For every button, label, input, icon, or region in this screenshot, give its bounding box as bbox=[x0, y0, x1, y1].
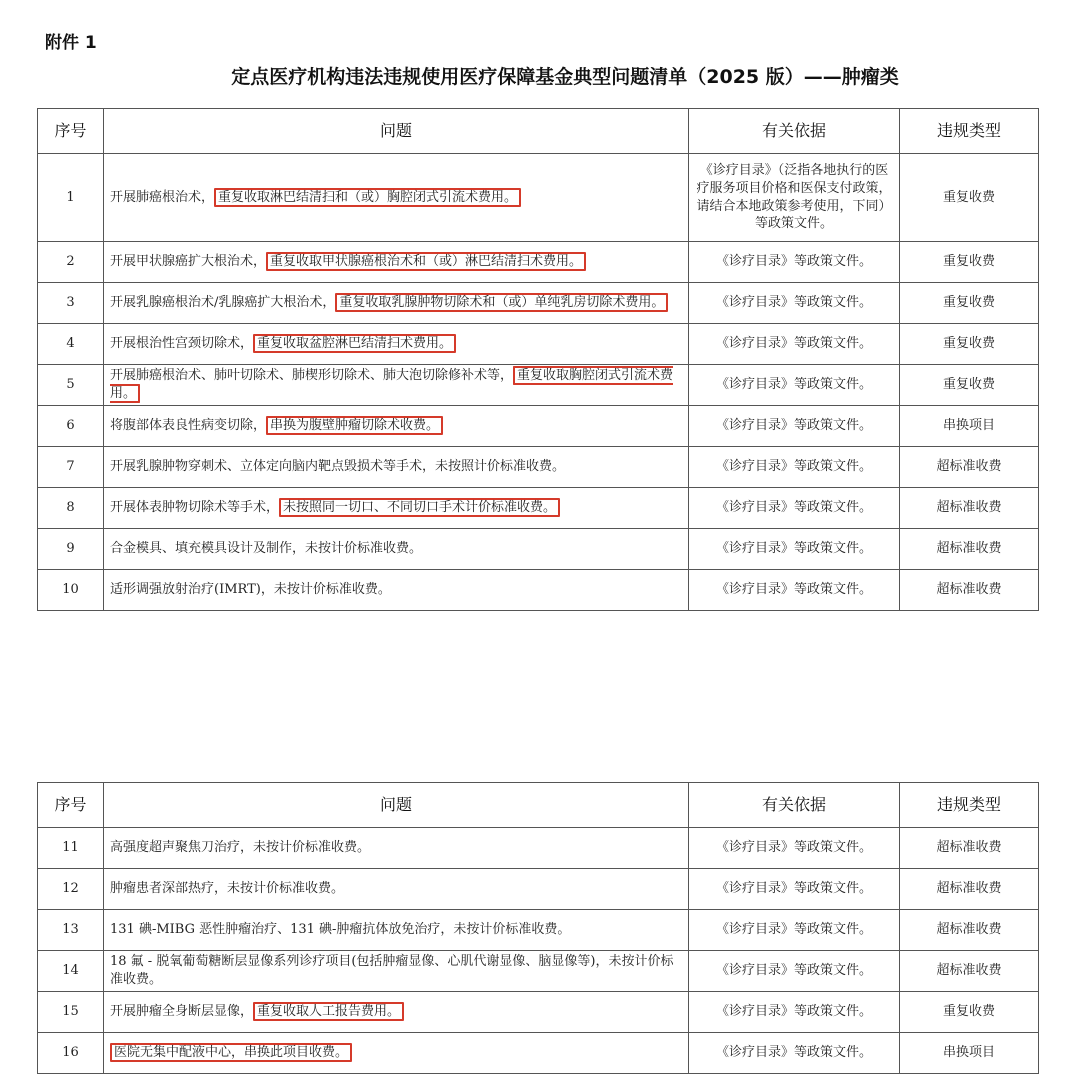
issue-cell bbox=[104, 951, 689, 992]
basis-cell: 《诊疗目录》等政策文件。 bbox=[689, 283, 900, 324]
violation-type-cell: 超标准收费 bbox=[900, 828, 1039, 869]
violation-type-cell: 超标准收费 bbox=[900, 951, 1039, 992]
basis-cell: 《诊疗目录》等政策文件。 bbox=[689, 365, 900, 406]
row-number: 16 bbox=[38, 1033, 104, 1074]
issue-text: 开展根治性宫颈切除术， bbox=[110, 336, 254, 352]
issue-cell bbox=[104, 910, 689, 951]
row-number: 11 bbox=[38, 828, 104, 869]
issue-cell bbox=[104, 992, 689, 1033]
row-number: 1 bbox=[38, 154, 104, 242]
attachment-label: 附件 1 bbox=[45, 33, 97, 53]
issue-cell bbox=[104, 570, 689, 611]
table-row bbox=[38, 406, 1039, 447]
table-header-row bbox=[38, 783, 1039, 828]
issue-cell bbox=[104, 242, 689, 283]
basis-cell: 《诊疗目录》等政策文件。 bbox=[689, 406, 900, 447]
violation-type-cell: 串换项目 bbox=[900, 406, 1039, 447]
row-number: 2 bbox=[38, 242, 104, 283]
issue-text: 合金模具、填充模具设计及制作，未按计价标准收费。 bbox=[110, 541, 423, 557]
basis-cell: 《诊疗目录》等政策文件。 bbox=[689, 529, 900, 570]
issue-text: 开展甲状腺癌扩大根治术， bbox=[110, 254, 267, 270]
header-basis: 有关依据 bbox=[689, 109, 900, 154]
issue-text: 开展肿瘤全身断层显像， bbox=[110, 1004, 254, 1020]
highlighted-issue-text: 重复收取甲状腺癌根治术和（或）淋巴结清扫术费用。 bbox=[266, 252, 586, 271]
table-body-2 bbox=[38, 828, 1039, 1074]
violation-type-cell: 超标准收费 bbox=[900, 529, 1039, 570]
issue-text: 肿瘤患者深部热疗，未按计价标准收费。 bbox=[110, 881, 345, 897]
row-number: 10 bbox=[38, 570, 104, 611]
header-no: 序号 bbox=[38, 109, 104, 154]
header-no: 序号 bbox=[38, 783, 104, 828]
violation-type-cell: 重复收费 bbox=[900, 365, 1039, 406]
row-number: 5 bbox=[38, 365, 104, 406]
issue-table-2 bbox=[37, 782, 1039, 1074]
violation-type-cell: 重复收费 bbox=[900, 154, 1039, 242]
row-number: 12 bbox=[38, 869, 104, 910]
violation-type-cell: 重复收费 bbox=[900, 242, 1039, 283]
table-row bbox=[38, 910, 1039, 951]
row-number: 3 bbox=[38, 283, 104, 324]
issue-cell bbox=[104, 154, 689, 242]
highlighted-issue-text: 重复收取淋巴结清扫和（或）胸腔闭式引流术费用。 bbox=[214, 188, 521, 207]
highlighted-issue-text: 重复收取人工报告费用。 bbox=[253, 1002, 404, 1021]
issue-text: 适形调强放射治疗(IMRT)，未按计价标准收费。 bbox=[110, 582, 391, 598]
table-row bbox=[38, 283, 1039, 324]
violation-type-cell: 超标准收费 bbox=[900, 570, 1039, 611]
issue-text: 开展乳腺癌根治术/乳腺癌扩大根治术， bbox=[110, 295, 336, 311]
basis-cell: 《诊疗目录》等政策文件。 bbox=[689, 324, 900, 365]
issue-cell bbox=[104, 828, 689, 869]
row-number: 8 bbox=[38, 488, 104, 529]
issue-cell bbox=[104, 365, 689, 406]
table-row bbox=[38, 324, 1039, 365]
table-row bbox=[38, 992, 1039, 1033]
table-body-1 bbox=[38, 154, 1039, 611]
issue-cell bbox=[104, 447, 689, 488]
table-row bbox=[38, 365, 1039, 406]
highlighted-issue-text: 重复收取胸腔闭式引流术费用。 bbox=[110, 368, 674, 401]
header-type: 违规类型 bbox=[900, 109, 1039, 154]
table-row bbox=[38, 529, 1039, 570]
issue-text: 开展乳腺肿物穿刺术、立体定向脑内靶点毁损术等手术，未按照计价标准收费。 bbox=[110, 459, 566, 475]
table-row bbox=[38, 1033, 1039, 1074]
basis-cell: 《诊疗目录》等政策文件。 bbox=[689, 910, 900, 951]
issue-cell bbox=[104, 488, 689, 529]
row-number: 6 bbox=[38, 406, 104, 447]
basis-cell: 《诊疗目录》等政策文件。 bbox=[689, 488, 900, 529]
basis-cell: 《诊疗目录》等政策文件。 bbox=[689, 1033, 900, 1074]
highlighted-issue-text: 串换为腹壁肿瘤切除术收费。 bbox=[266, 416, 443, 435]
row-number: 4 bbox=[38, 324, 104, 365]
table-row bbox=[38, 447, 1039, 488]
table-row bbox=[38, 869, 1039, 910]
issue-text: 开展体表肿物切除术等手术， bbox=[110, 500, 280, 516]
header-basis: 有关依据 bbox=[689, 783, 900, 828]
table-row bbox=[38, 951, 1039, 992]
issue-cell bbox=[104, 406, 689, 447]
table-header-row bbox=[38, 109, 1039, 154]
row-number: 14 bbox=[38, 951, 104, 992]
header-type: 违规类型 bbox=[900, 783, 1039, 828]
violation-type-cell: 重复收费 bbox=[900, 283, 1039, 324]
issue-cell bbox=[104, 283, 689, 324]
issue-cell bbox=[104, 1033, 689, 1074]
issue-text: 开展肺癌根治术、肺叶切除术、肺楔形切除术、肺大泡切除修补术等， bbox=[110, 368, 514, 384]
violation-type-cell: 超标准收费 bbox=[900, 447, 1039, 488]
highlighted-issue-text: 重复收取盆腔淋巴结清扫术费用。 bbox=[253, 334, 456, 353]
basis-cell: 《诊疗目录》等政策文件。 bbox=[689, 447, 900, 488]
basis-cell: 《诊疗目录》等政策文件。 bbox=[689, 828, 900, 869]
table-row bbox=[38, 242, 1039, 283]
table-row bbox=[38, 154, 1039, 242]
basis-cell: 《诊疗目录》等政策文件。 bbox=[689, 992, 900, 1033]
issue-text: 将腹部体表良性病变切除， bbox=[110, 418, 267, 434]
basis-cell: 《诊疗目录》等政策文件。 bbox=[689, 951, 900, 992]
basis-cell: 《诊疗目录》等政策文件。 bbox=[689, 570, 900, 611]
issue-cell bbox=[104, 324, 689, 365]
violation-type-cell: 超标准收费 bbox=[900, 488, 1039, 529]
highlighted-issue-text: 重复收取乳腺肿物切除术和（或）单纯乳房切除术费用。 bbox=[335, 293, 668, 312]
table-row bbox=[38, 828, 1039, 869]
basis-cell: 《诊疗目录》等政策文件。 bbox=[689, 869, 900, 910]
table-row bbox=[38, 570, 1039, 611]
violation-type-cell: 超标准收费 bbox=[900, 910, 1039, 951]
violation-type-cell: 串换项目 bbox=[900, 1033, 1039, 1074]
issue-text: 开展肺癌根治术， bbox=[110, 189, 215, 205]
row-number: 13 bbox=[38, 910, 104, 951]
header-issue: 问题 bbox=[104, 109, 689, 154]
highlighted-issue-text: 医院无集中配液中心，串换此项目收费。 bbox=[110, 1043, 352, 1062]
issue-text: 131 碘-MIBG 恶性肿瘤治疗、131 碘-肿瘤抗体放免治疗，未按计价标准收费。 bbox=[110, 922, 571, 938]
row-number: 9 bbox=[38, 529, 104, 570]
violation-type-cell: 重复收费 bbox=[900, 324, 1039, 365]
row-number: 7 bbox=[38, 447, 104, 488]
basis-cell: 《诊疗目录》等政策文件。 bbox=[689, 242, 900, 283]
issue-text: 18 氟 - 脱氧葡萄糖断层显像系列诊疗项目(包括肿瘤显像、心肌代谢显像、脑显像等)，未按计价标准收费。 bbox=[110, 954, 674, 987]
violation-type-cell: 超标准收费 bbox=[900, 869, 1039, 910]
issue-table-1 bbox=[37, 108, 1039, 611]
violation-type-cell: 重复收费 bbox=[900, 992, 1039, 1033]
basis-cell: 《诊疗目录》（泛指各地执行的医疗服务项目价格和医保支付政策，请结合本地政策参考使用，下同）等政策文件。 bbox=[689, 154, 900, 242]
row-number: 15 bbox=[38, 992, 104, 1033]
header-issue: 问题 bbox=[104, 783, 689, 828]
page-title: 定点医疗机构违法违规使用医疗保障基金典型问题清单（2025 版）——肿瘤类 bbox=[231, 66, 899, 88]
issue-cell bbox=[104, 869, 689, 910]
highlighted-issue-text: 未按照同一切口、不同切口手术计价标准收费。 bbox=[279, 498, 560, 517]
table-row bbox=[38, 488, 1039, 529]
issue-text: 高强度超声聚焦刀治疗，未按计价标准收费。 bbox=[110, 840, 371, 856]
issue-cell bbox=[104, 529, 689, 570]
